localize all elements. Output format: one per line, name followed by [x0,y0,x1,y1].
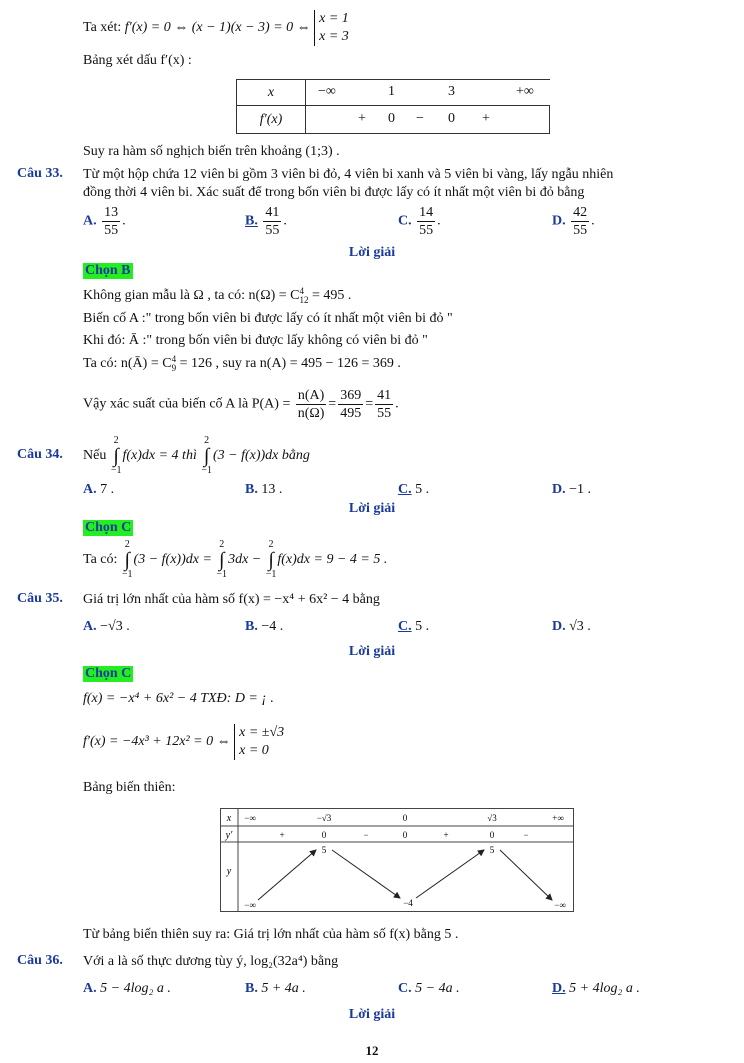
q35-number: Câu 35. [17,591,63,606]
q33-s4-sub: 9 [171,363,177,373]
vt-yp-1: 0 [321,830,327,840]
vt-y-4: −∞ [554,900,566,910]
vt-x-3: √3 [487,813,497,823]
sign-fp-label: f′(x) [237,106,306,134]
q35-chon: Chọn C [85,666,132,681]
q36-d-letter: D. [552,981,566,996]
q33-a-letter: A. [83,213,97,229]
q34-sol-e3: f(x)dx = 9 − 4 = 5 . [277,552,388,568]
q36-option-c[interactable] [398,981,460,997]
bxd-label: Bảng xét dấu f′(x) : [83,53,192,68]
q35-b-val: −4 . [261,619,284,634]
q33-b-num: 41 [265,205,280,220]
vt-yp-label: y′ [225,830,233,841]
q33-s5-a: Vậy xác suất của biến cố A là P(A) = [83,396,291,412]
vt-x-4: +∞ [552,813,564,823]
q35-s2-sys2: x = 0 [239,743,269,758]
q33-chon: Chọn B [85,263,131,278]
q35-option-c[interactable] [398,619,429,635]
vt-arrow-2 [332,850,400,898]
sign-fp-2: − [416,110,424,126]
q34-sol-int1-up: 2 [124,539,130,550]
q34-int1-lo: −1 [110,465,122,476]
q35-option-d[interactable] [552,619,591,635]
q34-sol-int-3: 2 ∫ −1 [265,539,277,580]
vt-arrow-1 [258,850,316,900]
q34-option-b[interactable] [245,482,282,498]
vt-y-2: −4 [403,898,413,908]
q34-int1-up: 2 [113,435,119,446]
q34-b-letter: B. [245,482,258,497]
q33-option-a[interactable]: A. $\frac{13}{55}$ . [83,205,126,238]
tx-sys2: x = 3 [319,29,349,44]
q35-loi-giai: Lời giải [348,644,396,659]
q34-loi-giai: Lời giải [348,501,396,516]
q33-s4 [83,355,401,373]
vt-yp-3: 0 [402,830,408,840]
vt-x-2: 0 [402,813,408,823]
vt-arrow-4 [500,850,552,900]
q34-sol-int3-up: 2 [268,539,274,550]
vt-y-0: −∞ [244,900,256,910]
q33-s5-f1d: n(Ω) [297,406,325,421]
q34-sol-int-1: 2 ∫ −1 [121,539,133,580]
q34-a-letter: A. [83,482,97,497]
q34-e2: (3 − f(x))dx bằng [212,448,310,464]
top-conclusion: Suy ra hàm số nghịch biến trên khoảng (1;3) . [83,144,340,159]
vt-yp-6: − [523,830,529,840]
q34-chon: Chọn C [85,520,132,535]
q33-option-d[interactable]: D. $\frac{42}{55}$ . [552,205,595,238]
q35-s2-sys1: x = ±√3 [239,725,285,740]
q36-loi-giai: Lời giải [348,1007,396,1022]
q33-s1-text: Không gian mẫu là Ω , ta có: n(Ω) = C [83,288,300,304]
q33-number: Câu 33. [17,166,63,181]
q34-c-letter: C. [398,482,412,497]
q36-b-val: 5 + 4a . [261,981,306,996]
q33-s1-sup: 4 [299,286,304,296]
q35-s2 [83,724,284,760]
q33-c-frac [417,204,435,239]
q33-b-frac [263,204,281,239]
vt-arrow-3 [416,850,484,898]
q36-c-letter: C. [398,981,412,996]
q35-bbt-label: Bảng biến thiên: [83,780,176,795]
vt-y-label: y [226,866,232,877]
q34-sol-int1-lo: −1 [121,569,133,580]
q34-solution [83,540,387,580]
q34-sol-int-2: 2 ∫ −1 [216,539,228,580]
q33-d-frac [571,204,589,239]
q34-sol-int2-up: 2 [219,539,225,550]
q34-b-val: 13 . [261,482,283,497]
q36-b-letter: B. [245,981,258,996]
q34-int2-lo: −1 [201,465,212,476]
vt-yp-5: 0 [489,830,495,840]
q34-lead: Nếu [83,448,107,464]
q35-a-letter: A. [83,619,97,634]
q33-c-num: 14 [419,205,434,220]
q34-integral-2: 2 ∫ −1 [201,435,212,476]
q33-s4-sup: 4 [171,354,177,364]
sign-table [236,79,550,134]
q35-s2-system [234,724,284,760]
q36-a-letter: A. [83,981,97,996]
q33-line1: Từ một hộp chứa 12 viên bi gồm 3 viên bi đỏ, 4 viên bi xanh và 5 viên bi vàng, lấy ngẫu nhiên [83,167,614,182]
vt-x-label: x [226,813,232,824]
vt-yp-2: − [363,830,369,840]
q33-s5-frac1 [296,387,326,422]
q36-a-val: 5 − 4log₂ a . [100,981,171,996]
q34-c-val: 5 . [415,482,430,497]
sign-x-0: −∞ [318,83,336,99]
q34-int2-up: 2 [204,435,210,446]
q33-s1-sub: 12 [299,295,309,305]
q34-e1: f(x)dx = 4 thì [122,448,197,464]
sign-x-2: 3 [448,83,455,99]
vt-y-3: 5 [489,845,495,855]
q34-integral-1: 2 ∫ −1 [110,435,122,476]
q33-s5-frac3 [375,387,393,422]
q34-sol-int3-lo: −1 [265,569,277,580]
q33-s5: Vậy xác suất của biến cố A là P(A) = $\frac{n(A)}{n(\Omega)}$ = $\frac{369}{495}$ = $\frac{41}{55}$ . [83,388,399,421]
q33-s5-f3n: 41 [377,388,392,403]
q34-d-val: −1 . [569,482,592,497]
q33-a-frac [102,204,120,239]
q35-a-val: −√3 . [100,619,130,634]
q36-d-val: 5 + 4log₂ a . [569,981,640,996]
q36-c-val: 5 − 4a . [415,981,460,996]
q33-c-den: 55 [419,223,434,238]
q33-s1 [83,287,351,305]
q35-c-val: 5 . [415,619,430,634]
sign-x-3: +∞ [516,83,534,99]
q34-option-a[interactable] [83,482,114,498]
q35-conclusion: Từ bảng biến thiên suy ra: Giá trị lớn nhất của hàm số f(x) bằng 5 . [83,927,459,942]
tx-system [314,10,349,46]
q33-d-letter: D. [552,213,566,229]
vt-y-1: 5 [321,845,327,855]
q33-a-num: 13 [104,205,119,220]
q33-b-den: 55 [265,223,280,238]
q33-line2: đồng thời 4 viên bi. Xác suất để trong bốn viên bi được lấy có ít nhất một viên bi đỏ bằng [83,185,585,200]
q33-loi-giai: Lời giải [348,245,396,260]
q33-s5-f3d: 55 [377,406,392,421]
sign-fp-1: 0 [388,110,395,126]
q33-c-letter: C. [398,213,412,229]
sign-x-label: x [237,80,306,106]
q33-s5-frac2 [338,387,363,422]
q33-d-den: 55 [573,223,588,238]
q35-option-a[interactable] [83,619,130,635]
q35-stem: Giá trị lớn nhất của hàm số f(x) = −x⁴ + 6x² − 4 bằng [83,592,380,607]
tx-line [83,10,349,46]
q33-s2: Biến cố A :" trong bốn viên bi được lấy có ít nhất một viên bi đỏ " [83,311,453,326]
q35-d-letter: D. [552,619,566,634]
q33-s3: Khi đó: Ā :" trong bốn viên bi được lấy không có viên bi đỏ " [83,333,428,348]
q33-s5-f2d: 495 [340,406,362,421]
q35-option-b[interactable] [245,619,283,635]
q36-option-d[interactable] [552,981,640,997]
tx-lead: Ta xét: [83,20,122,36]
vt-x-0: −∞ [244,813,256,823]
q33-option-b[interactable]: B. $\frac{41}{55}$ . [245,205,287,238]
sign-fp-0: + [358,110,366,126]
q36-stem: Với a là số thực dương tùy ý, log₂(32a⁴) bằng [83,954,339,969]
q33-s4-b: = 126 , suy ra n(A) = 495 − 126 = 369 . [176,356,401,372]
q34-stem [83,436,310,476]
q33-s4-a: Ta có: n(Ā) = C [83,356,172,372]
vt-yp-4: + [443,830,449,840]
sign-x-values [306,80,550,106]
q35-d-val: √3 . [569,619,591,634]
tx-equation: f′(x) = 0 ⇔ (x − 1)(x − 3) = 0 ⇔ [124,20,311,36]
q35-s1: f(x) = −x⁴ + 6x² − 4 TXĐ: D = ¡ . [83,691,274,706]
q34-sol-lead: Ta có: [83,552,118,568]
sign-fp-3: 0 [448,110,455,126]
q36-option-b[interactable] [245,981,306,997]
q33-d-num: 42 [573,205,588,220]
q35-c-letter: C. [398,619,412,634]
q33-option-c[interactable]: C. $\frac{14}{55}$ . [398,205,441,238]
q35-b-letter: B. [245,619,258,634]
q35-s2-text: f′(x) = −4x³ + 12x² = 0 ⇔ [83,734,231,750]
page-number: 12 [365,1043,379,1058]
q34-sol-int2-lo: −1 [216,569,228,580]
q34-sol-e2: 3dx − [228,552,262,568]
q34-d-letter: D. [552,482,566,497]
sign-fp-4: + [482,110,490,126]
q34-option-d[interactable] [552,482,591,498]
q33-a-den: 55 [104,223,119,238]
variation-table [220,808,574,912]
sign-fp-values [306,106,550,134]
q36-number: Câu 36. [17,953,63,968]
q34-option-c[interactable] [398,482,429,498]
q36-option-a[interactable] [83,981,171,997]
vt-x-1: −√3 [316,813,332,823]
q33-b-letter: B. [245,213,258,229]
vt-yp-0: + [279,830,285,840]
q34-number: Câu 34. [17,447,63,462]
q33-s5-f1n: n(A) [297,388,325,403]
tx-sys1: x = 1 [319,11,349,26]
sign-x-1: 1 [388,83,395,99]
q34-sol-e1: (3 − f(x))dx = [133,552,212,568]
q34-a-val: 7 . [100,482,115,497]
q33-s1-end: = 495 . [308,288,352,304]
q33-s5-f2n: 369 [340,388,362,403]
